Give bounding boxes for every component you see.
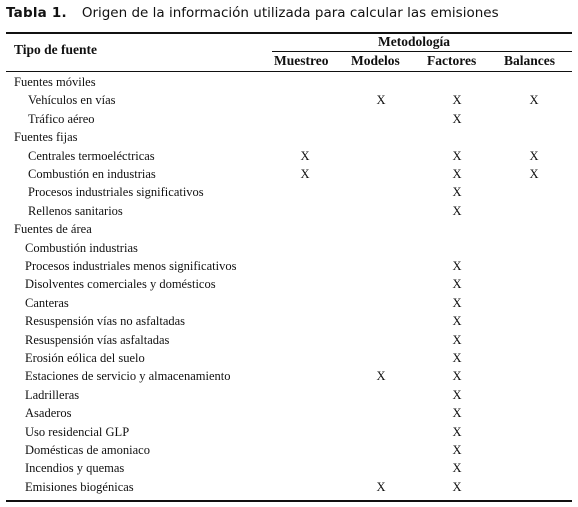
- source-label: Centrales termoeléctricas: [28, 148, 155, 163]
- table-row: [0, 183, 578, 201]
- method-mark-factores: X: [452, 148, 462, 163]
- column-header-factores: Factores: [427, 53, 477, 68]
- source-label: Asaderos: [25, 406, 72, 421]
- source-label: Uso residencial GLP: [25, 424, 130, 439]
- method-mark-factores: X: [452, 424, 462, 439]
- category-label: Fuentes fijas: [14, 130, 78, 145]
- table-row: [0, 239, 578, 257]
- method-mark-modelos: X: [376, 479, 386, 494]
- source-label: Disolventes comerciales y domésticos: [25, 277, 216, 292]
- table-row: [0, 257, 578, 275]
- method-mark-factores: X: [452, 93, 462, 108]
- source-label: Emisiones biogénicas: [25, 479, 134, 494]
- column-header-methodology: Metodología: [378, 34, 450, 49]
- table-row: [0, 294, 578, 312]
- table-row: [0, 202, 578, 220]
- table-row: [0, 459, 578, 477]
- source-label: Procesos industriales significativos: [28, 185, 204, 200]
- method-mark-factores: X: [452, 443, 462, 457]
- source-label: Canteras: [25, 295, 69, 310]
- source-label: Rellenos sanitarios: [28, 203, 123, 218]
- caption-title: Origen de la información utilizada para calcular las emisiones: [81, 5, 499, 21]
- table-row: [0, 275, 578, 293]
- method-mark-factores: X: [452, 295, 462, 310]
- caption-label: Tabla 1.: [6, 5, 67, 21]
- header-rule: [6, 71, 572, 72]
- method-mark-factores: X: [452, 167, 462, 181]
- table-row: [0, 404, 578, 422]
- method-mark-factores: X: [452, 479, 462, 494]
- source-label: Vehículos en vías: [28, 93, 116, 108]
- category-label: Fuentes móviles: [14, 75, 96, 89]
- method-mark-factores: X: [452, 277, 462, 292]
- method-mark-factores: X: [452, 406, 462, 421]
- table-row: [0, 110, 578, 128]
- method-mark-factores: X: [452, 351, 462, 365]
- top-rule: [6, 32, 572, 34]
- table-caption: [6, 5, 499, 23]
- method-mark-factores: X: [452, 461, 462, 476]
- table-row: [0, 220, 578, 238]
- method-mark-factores: X: [452, 203, 462, 218]
- method-mark-balances: X: [529, 167, 539, 181]
- method-mark-balances: X: [529, 93, 539, 108]
- methodology-rule: [272, 51, 572, 52]
- source-label: Erosión eólica del suelo: [25, 351, 145, 365]
- source-label: Incendios y quemas: [25, 461, 125, 476]
- method-mark-factores: X: [452, 387, 462, 402]
- method-mark-muestreo: X: [300, 167, 310, 181]
- table-row: [0, 331, 578, 349]
- method-mark-modelos: X: [376, 93, 386, 108]
- table-row: [0, 386, 578, 404]
- source-label: Tráfico aéreo: [28, 111, 95, 126]
- table-row: [0, 441, 578, 459]
- method-mark-balances: X: [529, 148, 539, 163]
- column-header-muestreo: Muestreo: [274, 53, 329, 68]
- table-row: [0, 423, 578, 441]
- table-row: [0, 312, 578, 330]
- source-label: Combustión en industrias: [28, 167, 156, 181]
- source-label: Combustión industrias: [25, 240, 138, 255]
- table-row: [0, 165, 578, 183]
- column-header-balances: Balances: [504, 53, 556, 68]
- source-label: Procesos industriales menos significativos: [25, 259, 237, 273]
- table-row: [0, 91, 578, 109]
- method-mark-factores: X: [452, 185, 462, 200]
- method-mark-factores: X: [452, 259, 462, 273]
- table-row: [0, 478, 578, 496]
- table-row: [0, 349, 578, 367]
- source-label: Ladrilleras: [25, 387, 80, 402]
- table-row: [0, 73, 578, 91]
- category-label: Fuentes de área: [14, 222, 92, 237]
- table-row: [0, 147, 578, 165]
- table-row: [0, 367, 578, 385]
- table-row: [0, 128, 578, 146]
- method-mark-factores: X: [452, 332, 462, 347]
- method-mark-modelos: X: [376, 369, 386, 384]
- method-mark-factores: X: [452, 369, 462, 384]
- method-mark-factores: X: [452, 111, 462, 126]
- source-label: Resuspensión vías no asfaltadas: [25, 314, 186, 329]
- column-header-modelos: Modelos: [351, 53, 400, 68]
- method-mark-factores: X: [452, 314, 462, 329]
- source-label: Estaciones de servicio y almacenamiento: [25, 369, 231, 384]
- source-label: Domésticas de amoniaco: [25, 443, 150, 457]
- method-mark-muestreo: X: [300, 148, 310, 163]
- bottom-rule: [6, 500, 572, 502]
- source-label: Resuspensión vías asfaltadas: [25, 332, 170, 347]
- column-header-source-type: Tipo de fuente: [14, 42, 98, 57]
